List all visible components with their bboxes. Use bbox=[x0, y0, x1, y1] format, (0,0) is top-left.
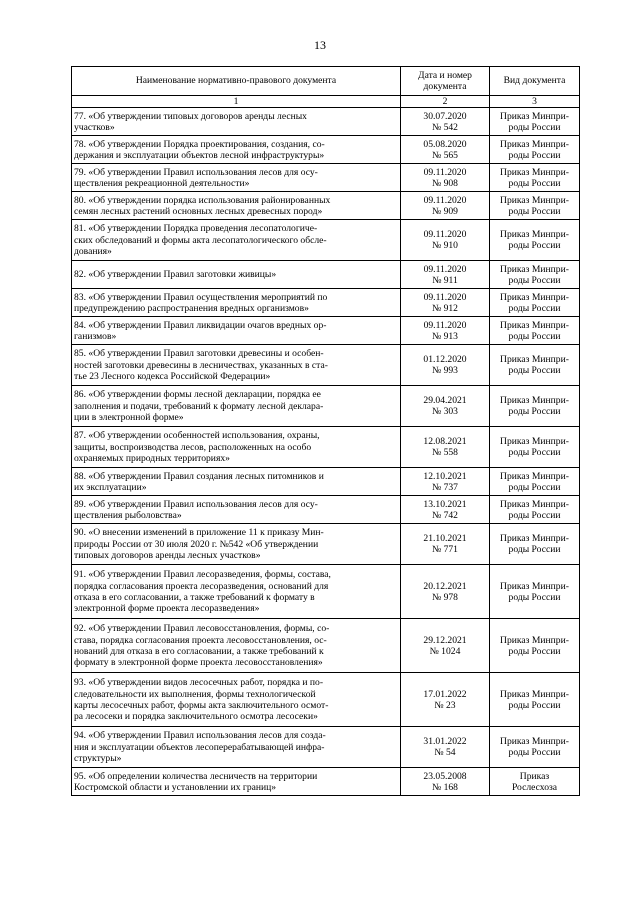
document-name-cell-text: 79. «Об утверждении Правил использования лесов для осу- ществления рекреационной деятельности» bbox=[74, 166, 318, 189]
document-name-cell-text: 89. «Об утверждении Правил использования лесов для осу- ществления рыболовства» bbox=[74, 498, 318, 521]
table-row bbox=[72, 164, 580, 192]
document-date-cell bbox=[401, 565, 490, 619]
document-name-cell bbox=[72, 192, 401, 220]
document-name-cell-text: 78. «Об утверждении Порядка проектирования, создания, со- держания и эксплуатации объектов лесной инфраструктуры» bbox=[74, 138, 325, 161]
document-type-cell-text: Приказ Минпри- роды России bbox=[500, 736, 569, 759]
document-name-cell bbox=[72, 108, 401, 136]
document-date-cell-text: 29.12.2021 № 1024 bbox=[423, 634, 467, 657]
document-name-cell bbox=[72, 496, 401, 524]
document-name-cell bbox=[72, 164, 401, 192]
document-type-cell bbox=[490, 108, 580, 136]
document-date-cell-text: 23.05.2008 № 168 bbox=[423, 770, 467, 793]
document-type-cell-text: Приказ Минпри- роды России bbox=[500, 688, 569, 711]
document-type-cell bbox=[490, 565, 580, 619]
document-name-cell-text: 87. «Об утверждении особенностей использования, охраны, защиты, воспроизводства лесов, расположенных на особо охраняемых природных территориях» bbox=[74, 430, 320, 464]
column-number: 2 bbox=[401, 96, 490, 108]
document-type-cell-text: Приказ Минпри- роды России bbox=[500, 533, 569, 556]
table-row bbox=[72, 192, 580, 220]
document-date-cell bbox=[401, 727, 490, 768]
document-date-cell-text: 09.11.2020 № 908 bbox=[423, 166, 467, 189]
table-row bbox=[72, 619, 580, 673]
table-row bbox=[72, 468, 580, 496]
column-number: 3 bbox=[490, 96, 580, 108]
document-date-cell-text: 20.12.2021 № 978 bbox=[423, 580, 467, 603]
header-name: Наименование нормативно-правового документа bbox=[72, 67, 401, 96]
document-type-cell-text: Приказ Минпри- роды России bbox=[500, 291, 569, 314]
document-type-cell bbox=[490, 496, 580, 524]
document-date-cell-text: 29.04.2021 № 303 bbox=[423, 395, 467, 418]
document-date-cell-text: 13.10.2021 № 742 bbox=[423, 498, 467, 521]
document-name-cell bbox=[72, 261, 401, 289]
document-name-cell bbox=[72, 386, 401, 427]
document-date-cell bbox=[401, 261, 490, 289]
document-name-cell bbox=[72, 468, 401, 496]
document-date-cell bbox=[401, 108, 490, 136]
document-date-cell bbox=[401, 289, 490, 317]
document-name-cell bbox=[72, 289, 401, 317]
document-name-cell-text: 95. «Об определении количества лесничеств на территории Костромской области и установлении их границ» bbox=[74, 770, 318, 793]
document-date-cell bbox=[401, 768, 490, 796]
document-type-cell-text: Приказ Минпри- роды России bbox=[500, 436, 569, 459]
document-date-cell-text: 09.11.2020 № 910 bbox=[423, 229, 467, 252]
document-date-cell bbox=[401, 673, 490, 727]
document-type-cell bbox=[490, 289, 580, 317]
document-name-cell-text: 80. «Об утверждении порядка использования районированных семян лесных растений основных лесных древесных пород» bbox=[74, 194, 331, 217]
document-name-cell-text: 93. «Об утверждении видов лесосечных работ, порядка и по- следовательности их выполнения, формы технологической карты лесосечных работ, формы акта заключительного осмот- ра лесосеки и порядка заключительного осмотра лесосеки» bbox=[74, 677, 329, 723]
document-type-cell bbox=[490, 317, 580, 345]
document-type-cell bbox=[490, 261, 580, 289]
table-row bbox=[72, 289, 580, 317]
document-name-cell-text: 85. «Об утверждении Правил заготовки древесины и особен- ностей заготовки древесины в лесничествах, указанных в ста- тье 23 Лесного кодекса Российской Федерации» bbox=[74, 348, 328, 382]
document-type-cell-text: Приказ Минпри- роды России bbox=[500, 354, 569, 377]
document-date-cell bbox=[401, 192, 490, 220]
document-name-cell-text: 86. «Об утверждении формы лесной декларации, порядка ее заполнения и подачи, требований к формату лесной деклара- ции в электронной форме» bbox=[74, 389, 324, 423]
document-date-cell-text: 09.11.2020 № 911 bbox=[423, 263, 467, 286]
document-type-cell bbox=[490, 345, 580, 386]
document-date-cell-text: 30.07.2020 № 542 bbox=[423, 110, 467, 133]
document-type-cell bbox=[490, 619, 580, 673]
table-row bbox=[72, 136, 580, 164]
documents-table bbox=[71, 66, 580, 796]
table-row bbox=[72, 673, 580, 727]
document-type-cell-text: Приказ Рослесхоза bbox=[511, 770, 558, 793]
document-date-cell bbox=[401, 468, 490, 496]
document-type-cell-text: Приказ Минпри- роды России bbox=[500, 263, 569, 286]
document-name-cell-text: 82. «Об утверждении Правил заготовки живицы» bbox=[74, 269, 277, 281]
table-row bbox=[72, 386, 580, 427]
document-date-cell-text: 17.01.2022 № 23 bbox=[423, 688, 467, 711]
document-date-cell bbox=[401, 524, 490, 565]
table-row bbox=[72, 345, 580, 386]
document-date-cell-text: 12.10.2021 № 737 bbox=[423, 470, 467, 493]
document-name-cell bbox=[72, 136, 401, 164]
header-date: Дата и номер документа bbox=[401, 67, 490, 96]
document-name-cell-text: 94. «Об утверждении Правил использования лесов для созда- ния и эксплуатации объектов лесоперерабатывающей инфра- структуры» bbox=[74, 730, 326, 764]
document-type-cell-text: Приказ Минпри- роды России bbox=[500, 634, 569, 657]
table-row bbox=[72, 768, 580, 796]
table-row bbox=[72, 317, 580, 345]
document-date-cell bbox=[401, 164, 490, 192]
document-date-cell bbox=[401, 386, 490, 427]
column-number-row bbox=[72, 96, 580, 108]
document-date-cell bbox=[401, 619, 490, 673]
document-type-cell-text: Приказ Минпри- роды России bbox=[500, 110, 569, 133]
document-name-cell-text: 81. «Об утверждении Порядка проведения лесопатологиче- ских обследований и формы акта лесопатологического обсле- дования» bbox=[74, 223, 327, 257]
table-row bbox=[72, 427, 580, 468]
document-name-cell-text: 91. «Об утверждении Правил лесоразведения, формы, состава, порядка согласования проекта лесоразведения, оснований для отказа в его согласовании, а также требований к формату в электронной форме проекта лесоразведения» bbox=[74, 569, 331, 615]
document-name-cell bbox=[72, 727, 401, 768]
document-type-cell-text: Приказ Минпри- роды России bbox=[500, 319, 569, 342]
document-date-cell-text: 12.08.2021 № 558 bbox=[423, 436, 467, 459]
document-name-cell bbox=[72, 619, 401, 673]
table-row bbox=[72, 524, 580, 565]
document-type-cell-text: Приказ Минпри- роды России bbox=[500, 229, 569, 252]
document-name-cell-text: 84. «Об утверждении Правил ликвидации очагов вредных ор- ганизмов» bbox=[74, 319, 327, 342]
document-type-cell bbox=[490, 192, 580, 220]
table-row bbox=[72, 261, 580, 289]
page-number: 13 bbox=[314, 38, 326, 52]
table-row bbox=[72, 108, 580, 136]
table-row bbox=[72, 727, 580, 768]
document-type-cell bbox=[490, 727, 580, 768]
document-date-cell-text: 09.11.2020 № 912 bbox=[423, 291, 467, 314]
document-name-cell bbox=[72, 768, 401, 796]
document-date-cell-text: 01.12.2020 № 993 bbox=[423, 354, 467, 377]
document-date-cell-text: 31.01.2022 № 54 bbox=[423, 736, 467, 759]
document-type-cell-text: Приказ Минпри- роды России bbox=[500, 498, 569, 521]
document-name-cell bbox=[72, 565, 401, 619]
document-name-cell bbox=[72, 345, 401, 386]
table-row bbox=[72, 496, 580, 524]
document-type-cell bbox=[490, 220, 580, 261]
document-type-cell-text: Приказ Минпри- роды России bbox=[500, 194, 569, 217]
document-date-cell bbox=[401, 496, 490, 524]
document-type-cell bbox=[490, 768, 580, 796]
document-type-cell-text: Приказ Минпри- роды России bbox=[500, 138, 569, 161]
column-number: 1 bbox=[72, 96, 401, 108]
document-date-cell-text: 21.10.2021 № 771 bbox=[423, 533, 467, 556]
document-type-cell-text: Приказ Минпри- роды России bbox=[500, 166, 569, 189]
document-date-cell bbox=[401, 220, 490, 261]
table-row bbox=[72, 565, 580, 619]
document-date-cell-text: 09.11.2020 № 913 bbox=[423, 319, 467, 342]
document-date-cell bbox=[401, 345, 490, 386]
document-date-cell-text: 09.11.2020 № 909 bbox=[423, 194, 467, 217]
document-type-cell-text: Приказ Минпри- роды России bbox=[500, 395, 569, 418]
document-type-cell bbox=[490, 673, 580, 727]
document-date-cell bbox=[401, 317, 490, 345]
document-type-cell bbox=[490, 386, 580, 427]
document-name-cell bbox=[72, 220, 401, 261]
document-name-cell bbox=[72, 317, 401, 345]
header-type: Вид документа bbox=[490, 67, 580, 96]
document-date-cell-text: 05.08.2020 № 565 bbox=[423, 138, 467, 161]
document-name-cell-text: 77. «Об утверждении типовых договоров аренды лесных участков» bbox=[74, 110, 307, 133]
document-name-cell-text: 90. «О внесении изменений в приложение 11 к приказу Мин- природы России от 30 июля 2020 г. №542 «Об утверждении типовых договоров аренды лесных участков» bbox=[74, 527, 324, 561]
document-type-cell-text: Приказ Минпри- роды России bbox=[500, 470, 569, 493]
document-name-cell-text: 92. «Об утверждении Правил лесовосстановления, формы, со- става, порядка согласования проекта лесовосстановления, ос- нований для отказа в его согласовании, а также требований к формату в электронной форме проекта лесовосстановления» bbox=[74, 623, 330, 669]
document-type-cell-text: Приказ Минпри- роды России bbox=[500, 580, 569, 603]
header-row bbox=[72, 67, 580, 96]
document-type-cell bbox=[490, 164, 580, 192]
document-type-cell bbox=[490, 524, 580, 565]
document-name-cell bbox=[72, 524, 401, 565]
document-type-cell bbox=[490, 136, 580, 164]
document-name-cell bbox=[72, 673, 401, 727]
document-name-cell bbox=[72, 427, 401, 468]
document-date-cell bbox=[401, 427, 490, 468]
document-type-cell bbox=[490, 468, 580, 496]
table-row bbox=[72, 220, 580, 261]
document-name-cell-text: 88. «Об утверждении Правил создания лесных питомников и их эксплуатации» bbox=[74, 470, 324, 493]
document-name-cell-text: 83. «Об утверждении Правил осуществления мероприятий по предупреждению распространения вредных организмов» bbox=[74, 291, 328, 314]
document-type-cell bbox=[490, 427, 580, 468]
document-date-cell bbox=[401, 136, 490, 164]
